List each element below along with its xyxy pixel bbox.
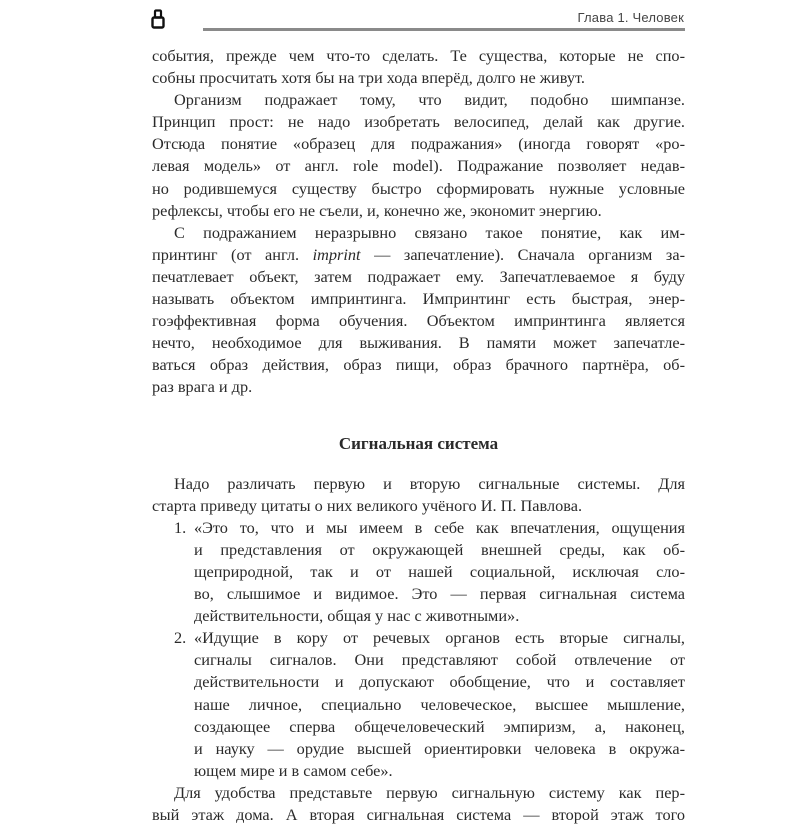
- text-line: Для удобства представьте первую сигнальную систему как пер-: [174, 782, 685, 802]
- text-line: Принцип прост: не надо изобретать велосипед, делай как другие.: [152, 112, 685, 132]
- paragraph-4: [152, 473, 685, 517]
- text-run: — запечатление). Сначала организм за-: [360, 244, 685, 264]
- text-line: называть объектом импринтинга. Импринтинг есть быстрая, энер-: [152, 289, 685, 309]
- text-line: Надо различать первую и вторую сигнальные системы. Для: [174, 473, 685, 493]
- paragraph-1: [152, 45, 685, 89]
- text-line: рефлексы, чтобы его не съели, и, конечно же, экономит энергию.: [152, 200, 602, 220]
- page-body: [152, 45, 685, 826]
- text-line: левая модель» от англ. role model). Подражание позволяет недав-: [152, 156, 685, 176]
- text-line: и представления от окружающей внешней среды, как об-: [194, 539, 685, 559]
- text-line: [152, 244, 685, 266]
- text-line: раз врага и др.: [152, 377, 253, 397]
- quote-list-item-2: [152, 627, 685, 782]
- paragraph-3: [152, 222, 685, 399]
- text-line: гоэффективная форма обучения. Объектом импринтинга является: [152, 311, 685, 331]
- text-line: действительности и допускают обобщение, что и составляет: [194, 672, 685, 692]
- text-line: ваться образ действия, образ пищи, образ брачного партнёра, об-: [152, 355, 685, 375]
- text-line: «Идущие в кору от речевых органов есть вторые сигналы,: [194, 628, 685, 648]
- text-line: печатлевает объект, затем подражает ему. Запечатлеваемое я буду: [152, 266, 685, 286]
- text-line: нечто, необходимое для выживания. В памяти может запечатле-: [152, 333, 685, 353]
- italic-term: imprint: [312, 244, 361, 264]
- paragraph-2: [152, 89, 685, 222]
- text-line: события, прежде чем что-то сделать. Те существа, которые не спо-: [152, 46, 685, 65]
- text-line: щеприродной, так и от нашей социальной, исключая сло-: [194, 561, 685, 581]
- text-line: действительности, общая у нас с животными».: [194, 606, 520, 626]
- text-line: С подражанием неразрывно связано такое понятие, как им-: [174, 222, 685, 242]
- text-line: собны просчитать хотя бы на три хода вперёд, долго не живут.: [152, 68, 585, 88]
- text-line: ющем мире и в самом себе».: [194, 760, 393, 780]
- text-line: сигналы сигналов. Они представляют собой отвлечение от: [194, 650, 685, 670]
- text-line: «Это то, что и мы имеем в себе как впечатления, ощущения: [194, 517, 685, 537]
- header-rule: [203, 28, 685, 31]
- text-line: старта приведу цитаты о них великого учёного И. П. Павлова.: [152, 495, 583, 515]
- text-run: принтинг (от англ.: [152, 244, 313, 264]
- list-number: 2.: [174, 628, 187, 648]
- text-line: создающее сперва общечеловеческий эмпиризм, а, наконец,: [194, 716, 685, 736]
- paragraph-5: [152, 782, 685, 826]
- text-line: но родившемуся существу быстро сформировать нужные условные: [152, 178, 685, 198]
- text-line: вый этаж дома. А вторая сигнальная система — второй этаж того: [152, 805, 685, 824]
- running-head: Глава 1. Человек: [577, 10, 684, 25]
- text-line: и науку — орудие высшей ориентировки человека в окружа-: [194, 738, 685, 758]
- list-number: 1.: [174, 517, 187, 537]
- page-number-glyph: [151, 9, 165, 29]
- section-title: Сигнальная система: [338, 433, 499, 453]
- text-line: наше личное, специально человеческое, высшее мышление,: [194, 694, 685, 714]
- text-line: Отсюда понятие «образец для подражания» (иногда говорят «ро-: [152, 134, 685, 154]
- text-line: Организм подражает тому, что видит, подобно шимпанзе.: [174, 90, 685, 110]
- text-line: во, слышимое и видимое. Это — первая сигнальная система: [194, 584, 685, 604]
- quote-list-item-1: [152, 517, 685, 627]
